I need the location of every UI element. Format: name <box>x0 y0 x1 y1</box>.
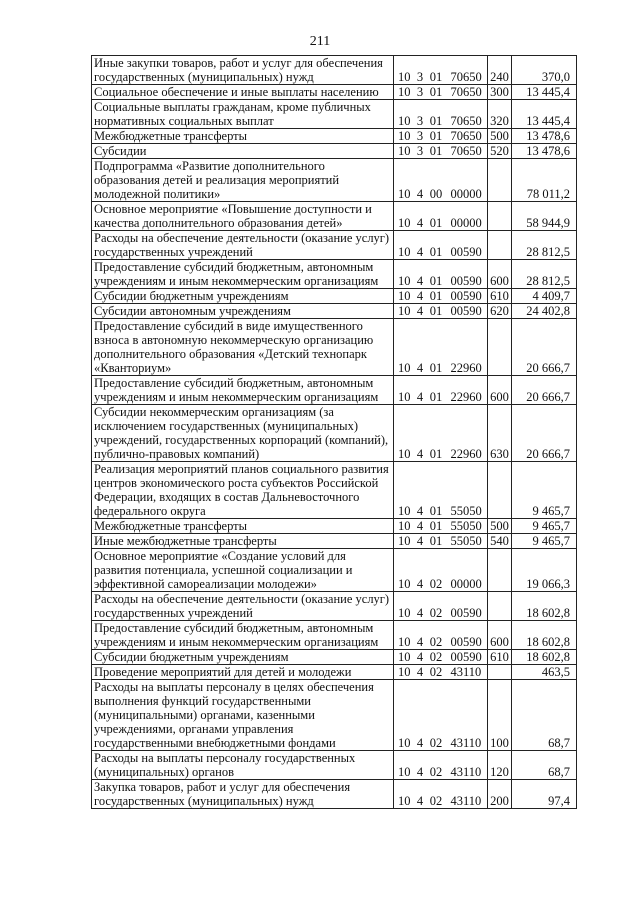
target-item-code-cell: 55050 <box>446 534 488 549</box>
section-code-cell: 10 <box>394 260 414 289</box>
expense-type-code-cell <box>488 549 512 592</box>
row-name-cell: Расходы на выплаты персоналу государственных (муниципальных) органов <box>92 751 394 780</box>
amount-cell: 9 465,7 <box>512 462 577 519</box>
target-program-code-cell: 02 <box>427 665 446 680</box>
expense-type-code-cell: 600 <box>488 621 512 650</box>
amount-cell: 78 011,2 <box>512 159 577 202</box>
target-item-code-cell: 00000 <box>446 159 488 202</box>
expense-type-code-cell: 240 <box>488 56 512 85</box>
table-row <box>92 304 577 319</box>
expense-type-code-cell <box>488 319 512 376</box>
target-program-code-cell: 02 <box>427 751 446 780</box>
section-code-cell: 10 <box>394 650 414 665</box>
subsection-code-cell: 3 <box>414 129 427 144</box>
subsection-code-cell: 4 <box>414 592 427 621</box>
amount-cell: 20 666,7 <box>512 319 577 376</box>
table-row <box>92 376 577 405</box>
expense-type-code-cell <box>488 159 512 202</box>
amount-cell: 13 478,6 <box>512 144 577 159</box>
target-program-code-cell: 01 <box>427 289 446 304</box>
subsection-code-cell: 4 <box>414 304 427 319</box>
row-name-cell: Расходы на выплаты персоналу в целях обеспечения выполнения функций государственными (муниципальными) органами, казенными учреждениями, органами управления государственными внебюджетными фондами <box>92 680 394 751</box>
target-program-code-cell: 01 <box>427 85 446 100</box>
subsection-code-cell: 4 <box>414 665 427 680</box>
row-name-cell: Проведение мероприятий для детей и молодежи <box>92 665 394 680</box>
target-item-code-cell: 43110 <box>446 751 488 780</box>
amount-cell: 20 666,7 <box>512 405 577 462</box>
expense-type-code-cell: 540 <box>488 534 512 549</box>
section-code-cell: 10 <box>394 202 414 231</box>
section-code-cell: 10 <box>394 319 414 376</box>
section-code-cell: 10 <box>394 592 414 621</box>
section-code-cell: 10 <box>394 665 414 680</box>
amount-cell: 20 666,7 <box>512 376 577 405</box>
subsection-code-cell: 4 <box>414 751 427 780</box>
row-name-cell: Расходы на обеспечение деятельности (оказание услуг) государственных учреждений <box>92 592 394 621</box>
target-item-code-cell: 70650 <box>446 144 488 159</box>
target-program-code-cell: 01 <box>427 56 446 85</box>
target-program-code-cell: 01 <box>427 100 446 129</box>
target-program-code-cell: 02 <box>427 780 446 809</box>
row-name-cell: Межбюджетные трансферты <box>92 519 394 534</box>
row-name-cell: Социальные выплаты гражданам, кроме публичных нормативных социальных выплат <box>92 100 394 129</box>
section-code-cell: 10 <box>394 534 414 549</box>
amount-cell: 28 812,5 <box>512 260 577 289</box>
subsection-code-cell: 4 <box>414 231 427 260</box>
section-code-cell: 10 <box>394 231 414 260</box>
subsection-code-cell: 4 <box>414 159 427 202</box>
target-item-code-cell: 70650 <box>446 85 488 100</box>
target-program-code-cell: 02 <box>427 621 446 650</box>
budget-table <box>91 55 577 809</box>
expense-type-code-cell: 630 <box>488 405 512 462</box>
target-item-code-cell: 55050 <box>446 462 488 519</box>
table-row <box>92 680 577 751</box>
section-code-cell: 10 <box>394 56 414 85</box>
table-row <box>92 159 577 202</box>
amount-cell: 18 602,8 <box>512 592 577 621</box>
expense-type-code-cell: 600 <box>488 260 512 289</box>
target-item-code-cell: 00590 <box>446 592 488 621</box>
subsection-code-cell: 4 <box>414 549 427 592</box>
row-name-cell: Субсидии бюджетным учреждениям <box>92 650 394 665</box>
target-program-code-cell: 01 <box>427 129 446 144</box>
expense-type-code-cell: 600 <box>488 376 512 405</box>
target-item-code-cell: 00000 <box>446 549 488 592</box>
target-program-code-cell: 01 <box>427 405 446 462</box>
section-code-cell: 10 <box>394 680 414 751</box>
expense-type-code-cell <box>488 462 512 519</box>
subsection-code-cell: 4 <box>414 405 427 462</box>
table-row <box>92 519 577 534</box>
row-name-cell: Предоставление субсидий бюджетным, автономным учреждениям и иным некоммерческим организациям <box>92 376 394 405</box>
amount-cell: 9 465,7 <box>512 534 577 549</box>
section-code-cell: 10 <box>394 405 414 462</box>
table-row <box>92 85 577 100</box>
section-code-cell: 10 <box>394 129 414 144</box>
budget-table-body <box>92 56 577 809</box>
table-row <box>92 289 577 304</box>
section-code-cell: 10 <box>394 144 414 159</box>
amount-cell: 68,7 <box>512 680 577 751</box>
target-item-code-cell: 00590 <box>446 621 488 650</box>
subsection-code-cell: 4 <box>414 780 427 809</box>
subsection-code-cell: 3 <box>414 100 427 129</box>
table-row <box>92 56 577 85</box>
amount-cell: 13 478,6 <box>512 129 577 144</box>
target-program-code-cell: 01 <box>427 319 446 376</box>
table-row <box>92 621 577 650</box>
table-row <box>92 405 577 462</box>
target-item-code-cell: 00590 <box>446 289 488 304</box>
expense-type-code-cell: 620 <box>488 304 512 319</box>
row-name-cell: Иные закупки товаров, работ и услуг для обеспечения государственных (муниципальных) нужд <box>92 56 394 85</box>
row-name-cell: Подпрограмма «Развитие дополнительного образования детей и реализация мероприятий молодежной политики» <box>92 159 394 202</box>
expense-type-code-cell: 300 <box>488 85 512 100</box>
expense-type-code-cell: 500 <box>488 519 512 534</box>
subsection-code-cell: 4 <box>414 289 427 304</box>
subsection-code-cell: 4 <box>414 202 427 231</box>
row-name-cell: Предоставление субсидий бюджетным, автономным учреждениям и иным некоммерческим организациям <box>92 260 394 289</box>
target-program-code-cell: 02 <box>427 592 446 621</box>
amount-cell: 13 445,4 <box>512 100 577 129</box>
amount-cell: 19 066,3 <box>512 549 577 592</box>
target-item-code-cell: 22960 <box>446 376 488 405</box>
target-item-code-cell: 00590 <box>446 304 488 319</box>
table-row <box>92 549 577 592</box>
table-row <box>92 751 577 780</box>
expense-type-code-cell <box>488 665 512 680</box>
row-name-cell: Закупка товаров, работ и услуг для обеспечения государственных (муниципальных) нужд <box>92 780 394 809</box>
amount-cell: 18 602,8 <box>512 621 577 650</box>
target-item-code-cell: 43110 <box>446 780 488 809</box>
target-program-code-cell: 01 <box>427 462 446 519</box>
row-name-cell: Социальное обеспечение и иные выплаты населению <box>92 85 394 100</box>
section-code-cell: 10 <box>394 85 414 100</box>
target-item-code-cell: 43110 <box>446 680 488 751</box>
subsection-code-cell: 3 <box>414 56 427 85</box>
row-name-cell: Иные межбюджетные трансферты <box>92 534 394 549</box>
row-name-cell: Предоставление субсидий в виде имущественного взноса в автономную некоммерческую организацию дополнительного образования «Детский технопарк «Кванториум» <box>92 319 394 376</box>
expense-type-code-cell <box>488 231 512 260</box>
subsection-code-cell: 3 <box>414 144 427 159</box>
row-name-cell: Реализация мероприятий планов социального развития центров экономического роста субъектов Российской Федерации, входящих в состав Дальневосточного федерального округа <box>92 462 394 519</box>
table-row <box>92 260 577 289</box>
row-name-cell: Межбюджетные трансферты <box>92 129 394 144</box>
target-program-code-cell: 02 <box>427 680 446 751</box>
table-row <box>92 592 577 621</box>
row-name-cell: Основное мероприятие «Создание условий для развития потенциала, успешной социализации и эффективной самореализации молодежи» <box>92 549 394 592</box>
subsection-code-cell: 4 <box>414 534 427 549</box>
expense-type-code-cell: 320 <box>488 100 512 129</box>
amount-cell: 68,7 <box>512 751 577 780</box>
target-program-code-cell: 01 <box>427 304 446 319</box>
subsection-code-cell: 4 <box>414 621 427 650</box>
row-name-cell: Субсидии бюджетным учреждениям <box>92 289 394 304</box>
section-code-cell: 10 <box>394 780 414 809</box>
target-program-code-cell: 02 <box>427 549 446 592</box>
target-item-code-cell: 22960 <box>446 405 488 462</box>
row-name-cell: Субсидии некоммерческим организациям (за исключением государственных (муниципальных) учреждений, государственных корпораций (компаний), публично-правовых компаний) <box>92 405 394 462</box>
subsection-code-cell: 4 <box>414 650 427 665</box>
target-item-code-cell: 00590 <box>446 231 488 260</box>
subsection-code-cell: 4 <box>414 519 427 534</box>
target-program-code-cell: 01 <box>427 376 446 405</box>
section-code-cell: 10 <box>394 159 414 202</box>
expense-type-code-cell: 610 <box>488 650 512 665</box>
row-name-cell: Основное мероприятие «Повышение доступности и качества дополнительного образования детей» <box>92 202 394 231</box>
amount-cell: 13 445,4 <box>512 85 577 100</box>
amount-cell: 58 944,9 <box>512 202 577 231</box>
subsection-code-cell: 4 <box>414 319 427 376</box>
table-row <box>92 462 577 519</box>
target-program-code-cell: 00 <box>427 159 446 202</box>
section-code-cell: 10 <box>394 100 414 129</box>
amount-cell: 24 402,8 <box>512 304 577 319</box>
table-row <box>92 319 577 376</box>
row-name-cell: Предоставление субсидий бюджетным, автономным учреждениям и иным некоммерческим организациям <box>92 621 394 650</box>
table-row <box>92 129 577 144</box>
subsection-code-cell: 4 <box>414 260 427 289</box>
expense-type-code-cell: 520 <box>488 144 512 159</box>
amount-cell: 4 409,7 <box>512 289 577 304</box>
table-row <box>92 144 577 159</box>
table-row <box>92 534 577 549</box>
target-item-code-cell: 70650 <box>446 56 488 85</box>
target-item-code-cell: 00590 <box>446 650 488 665</box>
target-item-code-cell: 70650 <box>446 100 488 129</box>
section-code-cell: 10 <box>394 751 414 780</box>
amount-cell: 28 812,5 <box>512 231 577 260</box>
target-program-code-cell: 01 <box>427 231 446 260</box>
row-name-cell: Субсидии автономным учреждениям <box>92 304 394 319</box>
amount-cell: 370,0 <box>512 56 577 85</box>
expense-type-code-cell <box>488 592 512 621</box>
table-row <box>92 231 577 260</box>
table-row <box>92 650 577 665</box>
subsection-code-cell: 4 <box>414 376 427 405</box>
page-number: 211 <box>309 34 331 49</box>
table-row <box>92 665 577 680</box>
expense-type-code-cell: 500 <box>488 129 512 144</box>
section-code-cell: 10 <box>394 304 414 319</box>
amount-cell: 463,5 <box>512 665 577 680</box>
section-code-cell: 10 <box>394 519 414 534</box>
target-item-code-cell: 70650 <box>446 129 488 144</box>
expense-type-code-cell: 120 <box>488 751 512 780</box>
amount-cell: 97,4 <box>512 780 577 809</box>
target-item-code-cell: 43110 <box>446 665 488 680</box>
target-program-code-cell: 01 <box>427 202 446 231</box>
table-row <box>92 202 577 231</box>
target-program-code-cell: 01 <box>427 534 446 549</box>
section-code-cell: 10 <box>394 549 414 592</box>
section-code-cell: 10 <box>394 289 414 304</box>
expense-type-code-cell: 100 <box>488 680 512 751</box>
target-program-code-cell: 01 <box>427 519 446 534</box>
subsection-code-cell: 4 <box>414 462 427 519</box>
expense-type-code-cell <box>488 202 512 231</box>
expense-type-code-cell: 610 <box>488 289 512 304</box>
target-item-code-cell: 55050 <box>446 519 488 534</box>
target-program-code-cell: 01 <box>427 144 446 159</box>
amount-cell: 9 465,7 <box>512 519 577 534</box>
section-code-cell: 10 <box>394 621 414 650</box>
expense-type-code-cell: 200 <box>488 780 512 809</box>
target-item-code-cell: 22960 <box>446 319 488 376</box>
target-program-code-cell: 02 <box>427 650 446 665</box>
subsection-code-cell: 4 <box>414 680 427 751</box>
row-name-cell: Расходы на обеспечение деятельности (оказание услуг) государственных учреждений <box>92 231 394 260</box>
target-item-code-cell: 00590 <box>446 260 488 289</box>
target-program-code-cell: 01 <box>427 260 446 289</box>
table-row <box>92 780 577 809</box>
target-item-code-cell: 00000 <box>446 202 488 231</box>
section-code-cell: 10 <box>394 462 414 519</box>
subsection-code-cell: 3 <box>414 85 427 100</box>
table-row <box>92 100 577 129</box>
row-name-cell: Субсидии <box>92 144 394 159</box>
section-code-cell: 10 <box>394 376 414 405</box>
amount-cell: 18 602,8 <box>512 650 577 665</box>
